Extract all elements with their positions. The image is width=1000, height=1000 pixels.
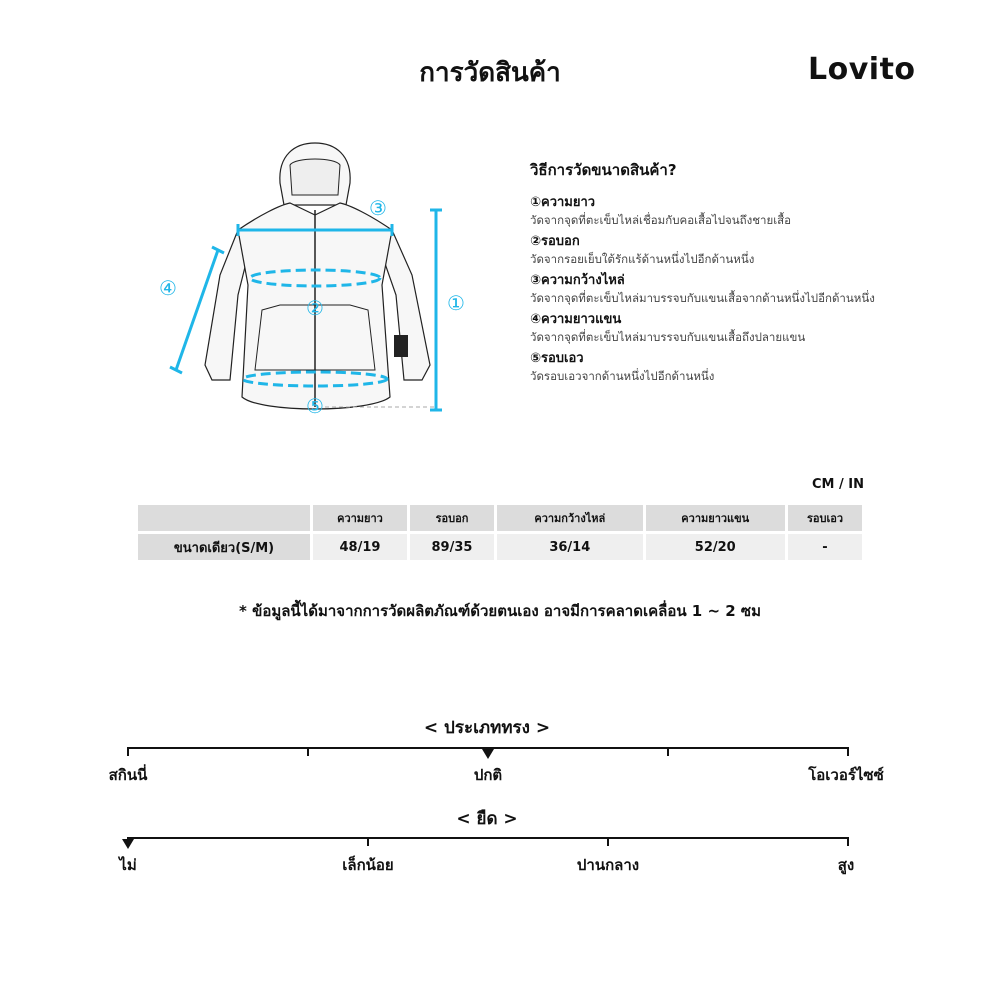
table-header-cell: ความยาวแขน bbox=[646, 505, 785, 531]
table-cell: ขนาดเดียว(S/M) bbox=[138, 534, 310, 560]
jacket-measurement-diagram bbox=[150, 135, 480, 425]
fit-scale-tick bbox=[127, 747, 129, 756]
table-cell: 52/20 bbox=[646, 534, 785, 560]
table-header-cell: ความกว้างไหล่ bbox=[497, 505, 643, 531]
guide-item bbox=[530, 194, 970, 228]
guide-item bbox=[530, 311, 970, 345]
table-row bbox=[138, 534, 862, 560]
guide-item bbox=[530, 233, 970, 267]
table-header-cell: รอบเอว bbox=[788, 505, 862, 531]
measurement-note: * ข้อมูลนี้ได้มาจากการวัดผลิตภัณฑ์ด้วยตนเอง อาจมีการคลาดเคลื่อน 1 ~ 2 ซม bbox=[239, 602, 761, 620]
marker-sleeve: ④ bbox=[159, 276, 177, 300]
table-header-row bbox=[138, 505, 862, 531]
fit-scale-tick bbox=[667, 747, 669, 756]
guide-item-desc: วัดจากจุดที่ตะเข็บไหล่เชื่อมกับคอเสื้อไปจนถึงชายเสื้อ bbox=[530, 213, 792, 227]
table-header-cell: ความยาว bbox=[313, 505, 407, 531]
measurement-guide bbox=[530, 158, 970, 389]
stretch-label: สูง bbox=[837, 856, 855, 874]
fit-label: ปกติ bbox=[473, 766, 503, 784]
stretch-scale-title: < ยืด > bbox=[456, 809, 518, 829]
table-header-cell: รอบอก bbox=[410, 505, 494, 531]
guide-item-desc: วัดจากจุดที่ตะเข็บไหล่มาบรรจบกับแขนเสื้อถึงปลายแขน bbox=[530, 330, 806, 344]
table-cell: 36/14 bbox=[497, 534, 643, 560]
fit-scale-tick bbox=[307, 747, 309, 756]
unit-label: CM / IN bbox=[812, 477, 864, 492]
fit-label: สกินนี่ bbox=[108, 766, 148, 784]
guide-item-desc: วัดจากรอยเย็บใต้รักแร้ด้านหนึ่งไปอีกด้านหนึ่ง bbox=[530, 252, 755, 266]
guide-item bbox=[530, 272, 970, 306]
table-header-cell bbox=[138, 505, 310, 531]
guide-item bbox=[530, 350, 970, 384]
stretch-label: ปานกลาง bbox=[576, 856, 640, 874]
guide-item-label: ③ความกว้างไหล่ bbox=[530, 273, 625, 288]
fit-scale-title: < ประเภททรง > bbox=[423, 718, 551, 738]
guide-item-label: ①ความยาว bbox=[530, 195, 596, 210]
page-title: การวัดสินค้า bbox=[419, 58, 561, 88]
guide-title: วิธีการวัดขนาดสินค้า? bbox=[530, 161, 677, 179]
fit-scale-tick bbox=[847, 747, 849, 756]
stretch-scale-tick bbox=[367, 837, 369, 846]
brand-logo: Lovito bbox=[808, 52, 916, 87]
guide-item-label: ⑤รอบเอว bbox=[530, 351, 584, 366]
stretch-label: ไม่ bbox=[119, 856, 137, 874]
table-cell: - bbox=[788, 534, 862, 560]
stretch-scale-tick bbox=[607, 837, 609, 846]
fit-label: โอเวอร์ไซซ์ bbox=[808, 766, 884, 784]
guide-item-label: ②รอบอก bbox=[530, 234, 580, 249]
stretch-scale-tick bbox=[847, 837, 849, 846]
stretch-scale-line bbox=[127, 837, 849, 839]
marker-chest: ② bbox=[306, 296, 324, 320]
stretch-label: เล็กน้อย bbox=[342, 856, 394, 874]
table-cell: 89/35 bbox=[410, 534, 494, 560]
guide-item-desc: วัดจากจุดที่ตะเข็บไหล่มาบรรจบกับแขนเสื้อจากด้านหนึ่งไปอีกด้านหนึ่ง bbox=[530, 291, 875, 305]
guide-item-desc: วัดรอบเอวจากด้านหนึ่งไปอีกด้านหนึ่ง bbox=[530, 369, 715, 383]
marker-length: ① bbox=[447, 291, 465, 315]
marker-shoulder: ③ bbox=[369, 196, 387, 220]
guide-item-label: ④ความยาวแขน bbox=[530, 312, 622, 327]
fit-selected-marker bbox=[482, 749, 494, 759]
stretch-selected-marker bbox=[122, 839, 134, 849]
marker-waist: ⑤ bbox=[306, 394, 324, 418]
size-table bbox=[135, 502, 865, 563]
table-cell: 48/19 bbox=[313, 534, 407, 560]
right-sleeve bbox=[382, 230, 430, 380]
